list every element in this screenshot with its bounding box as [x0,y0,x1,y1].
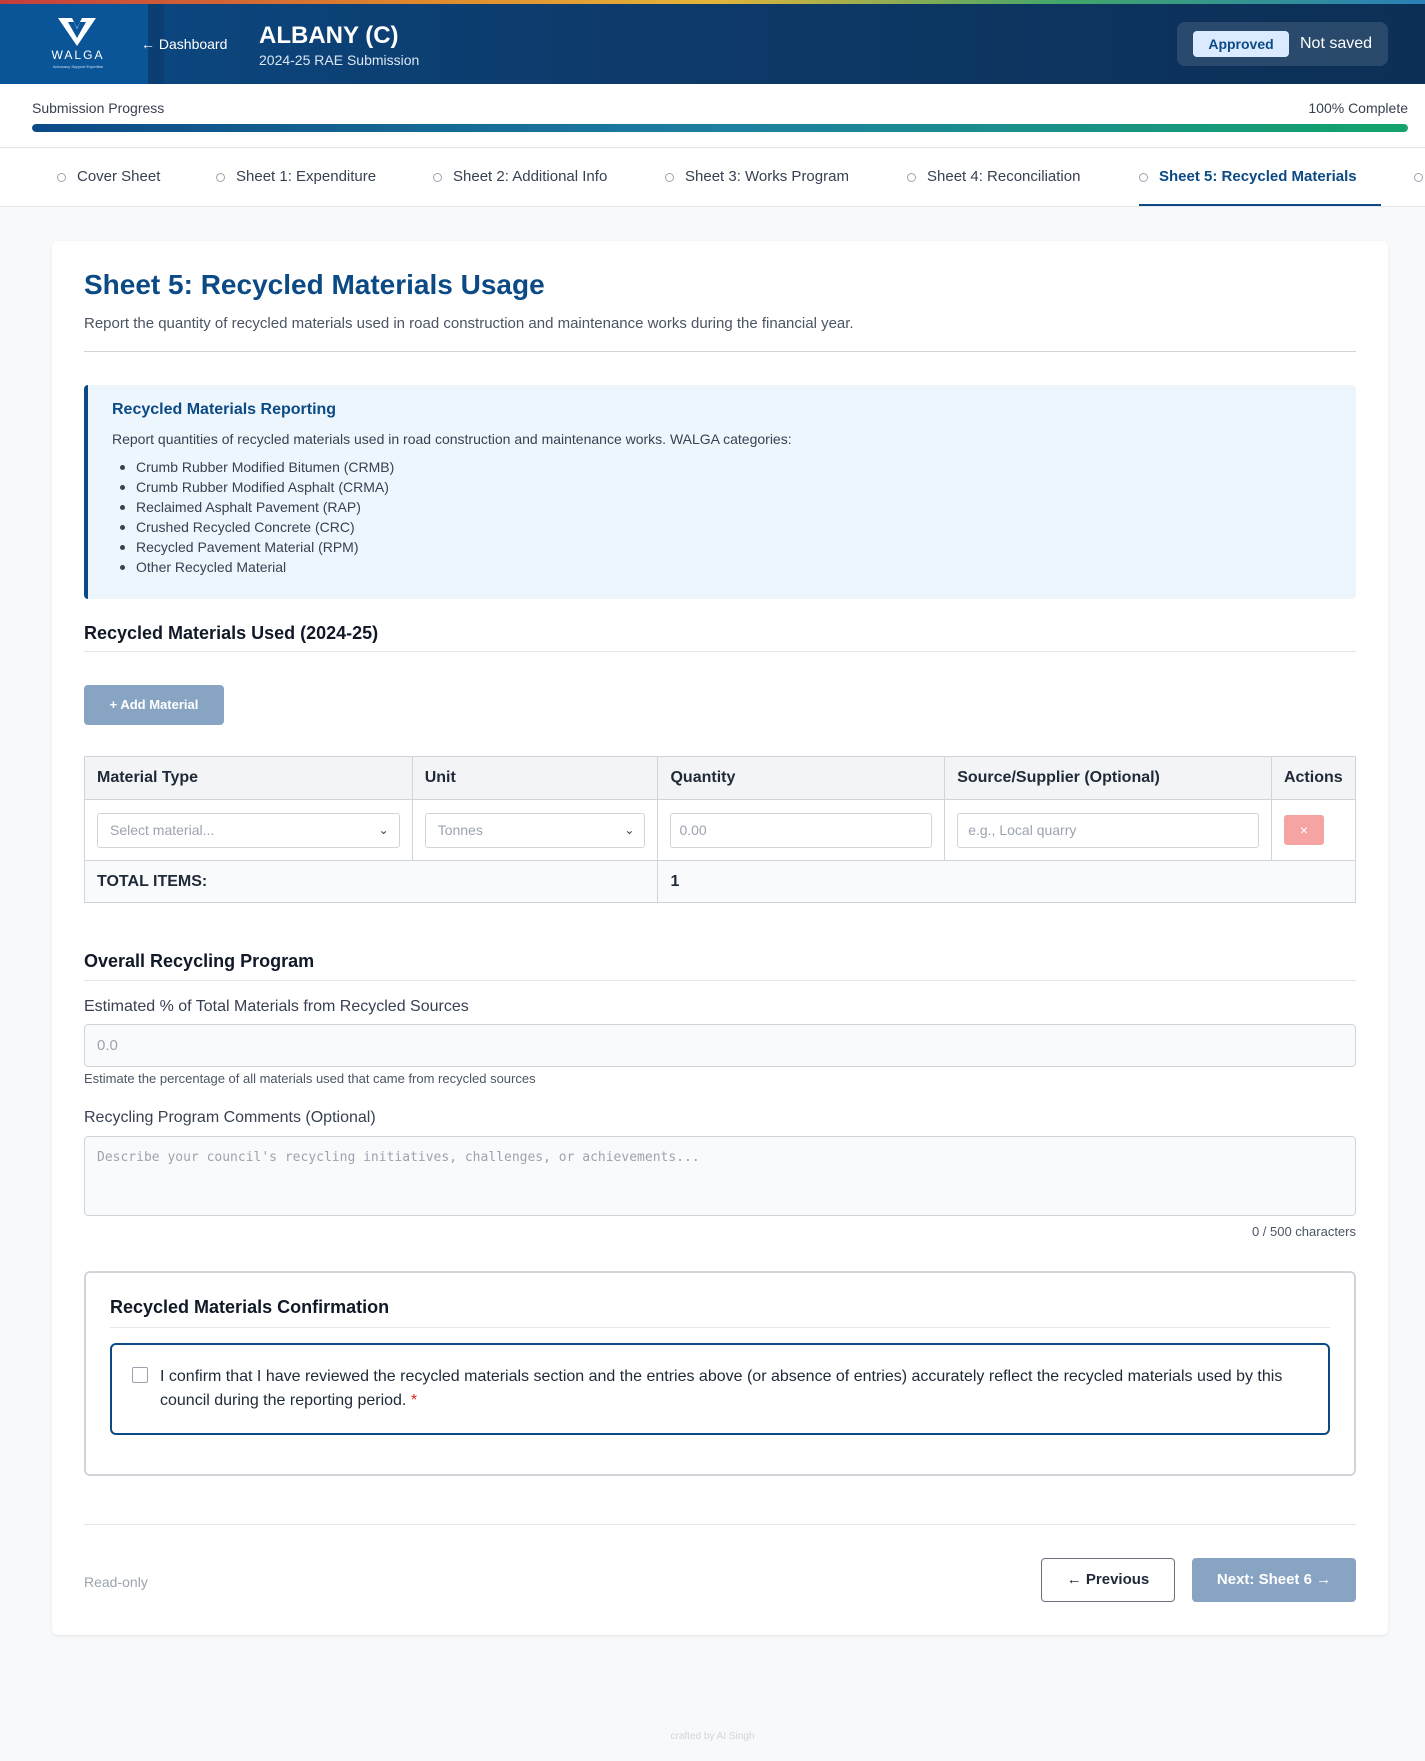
tab-sheet-4[interactable] [907,149,1080,207]
total-label: TOTAL ITEMS: [85,861,658,903]
previous-button[interactable]: ← Previous [1041,1558,1175,1602]
progress-track [32,124,1408,132]
submission-label: 2024-25 RAE Submission [259,52,420,68]
confirm-checkbox[interactable] [132,1367,148,1383]
material-cell [85,800,413,861]
select-value: Select material... [110,821,215,838]
divider [110,1327,1330,1328]
tab-status-icon [665,173,674,182]
tab-status-icon [1139,173,1148,182]
source-cell [945,800,1272,861]
tab-cover-sheet[interactable] [57,149,160,207]
divider [84,980,1356,981]
walga-logo-icon [58,18,96,46]
info-text: Report quantities of recycled materials used in road construction and maintenance works. WALGA categories: [112,431,792,447]
tab-sheet-1[interactable] [216,149,376,207]
list-item: Crumb Rubber Modified Asphalt (CRMA) [112,477,394,497]
tab-status-icon [216,173,225,182]
tab-label: Sheet 1: Expenditure [236,168,377,185]
tab-sheet-2[interactable] [433,149,607,207]
unit-cell [412,800,658,861]
tab-label: Sheet 2: Additional Info [453,168,608,185]
tab-status-icon [57,173,66,182]
required-marker: * [410,1392,418,1409]
chevron-down-icon: ⌄ [378,822,389,837]
tab-status-icon [907,173,916,182]
tab-label: Sheet 3: Works Program [685,168,849,185]
tab-sheet-6-partial[interactable] [1414,149,1425,207]
quantity-input[interactable]: 0.00 [670,813,932,848]
column-header: Material Type [85,757,413,800]
logo-wordmark: WALGA [51,48,105,62]
pct-help-text: Estimate the percentage of all materials used that came from recycled sources [84,1071,536,1086]
divider [84,651,1356,652]
mode-label: Read-only [84,1574,148,1590]
total-value: 1 [658,861,1356,903]
table-row [85,800,1356,861]
list-item: Crushed Recycled Concrete (CRC) [112,517,394,537]
program-heading: Overall Recycling Program [84,951,315,971]
quantity-cell [658,800,945,861]
comments-textarea[interactable]: Describe your council's recycling initiatives, challenges, or achievements... [84,1136,1356,1216]
progress-percent: 100% Complete [1308,100,1408,116]
tab-status-icon [433,173,442,182]
tab-label: Cover Sheet [77,168,161,185]
logo-panel [0,4,148,84]
table-header-row [85,757,1356,800]
footer-credit: crafted by AI Singh [670,1731,755,1742]
actions-cell [1271,800,1355,861]
confirmation-text [160,1365,1300,1413]
total-row [85,861,1356,903]
tab-sheet-3[interactable] [665,149,849,207]
recycled-pct-input[interactable]: 0.0 [84,1024,1356,1067]
divider [84,1524,1356,1525]
status-panel [1177,22,1388,66]
materials-heading: Recycled Materials Used (2024-25) [84,623,379,643]
materials-table [84,756,1356,903]
list-item: Recycled Pavement Material (RPM) [112,537,394,557]
pct-label: Estimated % of Total Materials from Recycled Sources [84,998,469,1015]
info-box [84,385,1356,599]
dashboard-back-link[interactable]: ← Dashboard [141,36,228,52]
sheet-card [52,241,1388,1635]
progress-label: Submission Progress [32,100,165,116]
list-item: Other Recycled Material [112,557,394,577]
next-button[interactable]: Next: Sheet 6 → [1192,1558,1356,1602]
char-count: 0 / 500 characters [1251,1224,1356,1239]
tab-sheet-5[interactable] [1139,149,1381,207]
column-header: Unit [412,757,658,800]
status-badge: Approved [1193,31,1289,57]
list-item: Crumb Rubber Modified Bitumen (CRMB) [112,457,394,477]
delete-row-button[interactable]: × [1284,815,1324,845]
info-title: Recycled Materials Reporting [112,401,337,418]
category-list [112,457,394,577]
tab-label: Sheet 5: Recycled Materials [1159,168,1357,185]
material-type-select[interactable] [97,813,400,848]
column-header: Source/Supplier (Optional) [945,757,1272,800]
page-title: Sheet 5: Recycled Materials Usage [84,269,545,300]
save-status: Not saved [1300,35,1373,52]
unit-select[interactable] [425,813,646,848]
logo-tagline: Advocacy Support Expertise [52,64,104,69]
sheet-tabs [0,149,1425,207]
column-header: Quantity [658,757,945,800]
comments-label: Recycling Program Comments (Optional) [84,1109,376,1126]
list-item: Reclaimed Asphalt Pavement (RAP) [112,497,394,517]
progress-fill [32,124,1408,132]
select-value: Tonnes [437,821,483,838]
submission-progress [0,84,1425,148]
app-header [0,4,1425,84]
source-input[interactable]: e.g., Local quarry [957,813,1259,848]
tab-status-icon [1414,173,1423,182]
tab-label: Sheet 4: Reconciliation [927,168,1081,185]
page-description: Report the quantity of recycled materials used in road construction and maintenance works during the financial year. [84,315,854,332]
confirmation-statement: I confirm that I have reviewed the recycled materials section and the entries above (or absence of entries) accurately reflect the recycled materials used by this council during the reporting period. [160,1368,1283,1409]
column-header: Actions [1271,757,1355,800]
confirmation-panel [110,1343,1330,1435]
divider [84,351,1356,352]
council-name: ALBANY (C) [259,22,399,49]
confirmation-title: Recycled Materials Confirmation [110,1297,390,1317]
chevron-down-icon: ⌄ [624,822,635,837]
confirmation-box [84,1271,1356,1476]
add-material-button[interactable]: + Add Material [84,685,224,725]
